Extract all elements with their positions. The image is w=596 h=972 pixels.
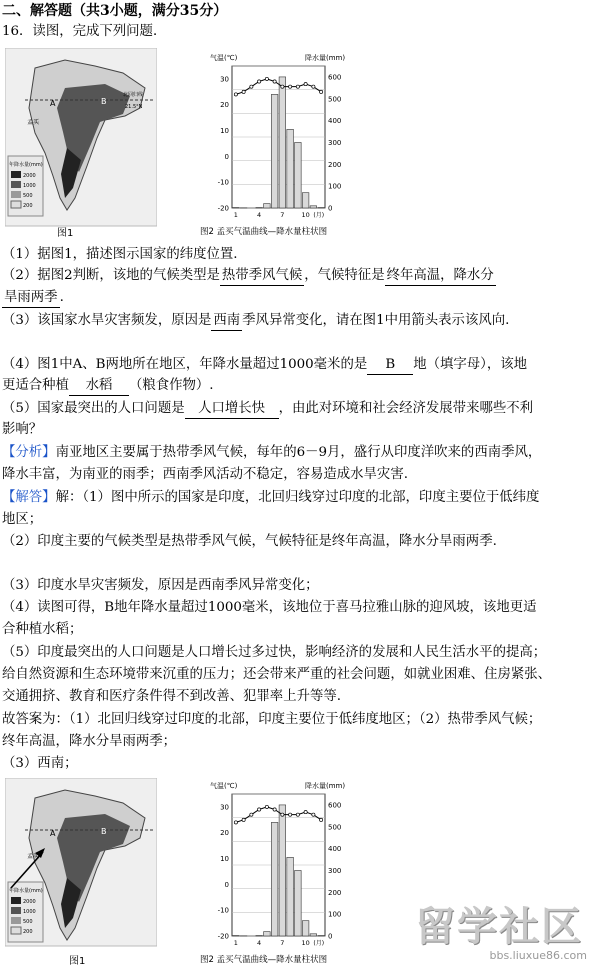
precip-bar	[264, 204, 271, 208]
left-tick-label: 20	[220, 101, 229, 110]
temperature-point	[242, 90, 245, 93]
right-tick-label: 300	[328, 866, 342, 875]
right-tick-label: 600	[328, 73, 342, 82]
temperature-point	[273, 808, 276, 811]
map-label-lat: 21.5°N	[125, 104, 143, 110]
precip-bar	[279, 77, 286, 208]
figure-2-chart-answer	[200, 776, 360, 968]
map-legend-item: 500	[23, 919, 33, 925]
precip-bar	[295, 870, 302, 936]
map-legend-item: 500	[23, 193, 33, 199]
map-label-a: A	[50, 829, 56, 838]
map-label-mumbai: 孟买	[27, 853, 40, 860]
answer-line5: （4）读图可得，B地年降水量超过1000毫米，该地位于喜马拉雅山脉的迎风坡，该地更适	[2, 600, 537, 615]
map-legend-item: 2000	[23, 899, 36, 905]
left-tick-label: 10	[220, 855, 229, 864]
right-tick-label: 300	[328, 138, 342, 147]
temperature-point	[281, 813, 284, 816]
answer-climate-feature: 终年高温，降水分	[385, 266, 496, 286]
answer-line12: （3）西南；	[2, 756, 78, 771]
question-1: （1）据图1，描述图示国家的纬度位置.	[2, 247, 238, 262]
left-axis-label: 气温(℃)	[210, 782, 238, 790]
temperature-point	[296, 85, 299, 88]
temperature-point	[304, 810, 307, 813]
answer-climate-type: 热带季风气候	[220, 266, 304, 286]
answer-letter: B	[367, 355, 413, 375]
answer-climate-feature-cont: 旱雨两季	[2, 288, 60, 308]
map-label-b: B	[101, 97, 107, 106]
x-tick-label: 10	[301, 939, 310, 947]
left-tick-label: -20	[217, 204, 229, 213]
answer-line9: 交通拥挤、教育和医疗条件得不到改善、犯罪率上升等等.	[2, 689, 342, 704]
section-title: 二、解答题（共3小题，满分35分）	[2, 3, 228, 19]
precip-bar	[287, 857, 294, 936]
right-axis-label: 降水量(mm)	[305, 54, 346, 62]
answer-crop: 水稻	[69, 376, 129, 396]
temperature-point	[265, 77, 268, 80]
left-tick-label: -20	[217, 932, 229, 941]
left-tick-label: 0	[224, 152, 229, 161]
map-legend-item: 1000	[23, 909, 36, 915]
right-tick-label: 0	[328, 932, 333, 941]
figure-1-caption: 图1	[69, 956, 86, 967]
temperature-point	[281, 85, 284, 88]
analysis-tag: 【分析】	[2, 445, 56, 460]
map-legend-item: 1000	[23, 183, 36, 189]
left-tick-label: 30	[220, 75, 229, 84]
x-tick-label: 7	[280, 939, 285, 947]
precip-bar	[302, 921, 309, 936]
temperature-point	[234, 93, 237, 96]
right-tick-label: 100	[328, 182, 342, 191]
right-tick-label: 400	[328, 845, 342, 854]
map-label-tropic: 北回归线	[123, 92, 144, 98]
temperature-point	[320, 818, 323, 821]
answer-line2: 地区；	[2, 512, 43, 527]
left-tick-label: 10	[220, 127, 229, 136]
analysis-line1: 【分析】南亚地区主要属于热带季风气候，每年的6－9月，盛行从印度洋吹来的西南季风，	[2, 445, 542, 460]
temperature-point	[312, 85, 315, 88]
map-label-a: A	[50, 99, 56, 108]
precip-bar	[295, 142, 302, 208]
x-unit-label: (月)	[313, 940, 325, 947]
precip-bar	[302, 193, 309, 208]
map-legend-title: 年降水量(mm)	[9, 888, 43, 894]
watermark-text: 留学社区	[415, 904, 583, 950]
figure-2-caption: 图2 孟买气温曲线—降水量柱状图	[200, 955, 328, 965]
left-axis-label: 气温(℃)	[210, 54, 238, 62]
left-tick-label: 30	[220, 803, 229, 812]
left-tick-label: -10	[217, 906, 229, 915]
right-tick-label: 200	[328, 160, 342, 169]
precip-bar	[271, 94, 278, 208]
answer-line3: （2）印度主要的气候类型是热带季风气候，气候特征是终年高温，降水分旱雨两季.	[2, 534, 497, 549]
figure-2-chart	[200, 48, 360, 238]
question-2-line1: （2）据图2判断，该地的气候类型是 热带季风气候 ，气候特征是 终年高温，降水分	[2, 266, 496, 286]
map-label-b: B	[101, 827, 107, 836]
question-5-line1: （5）国家最突出的人口问题是 人口增长快 ，由此对环境和社会经济发展带来哪些不利	[2, 399, 533, 419]
answer-monsoon: 西南	[211, 311, 242, 331]
figure-1-map	[5, 48, 157, 238]
left-tick-label: -10	[217, 178, 229, 187]
temperature-point	[258, 808, 261, 811]
map-legend-item: 2000	[23, 173, 36, 179]
precip-bar	[287, 129, 294, 208]
temperature-point	[250, 85, 253, 88]
question-4-line1: （4）图1中A、B两地所在地区，年降水量超过1000毫米的是 B 地（填字母），该地	[2, 355, 527, 375]
precip-bar	[264, 932, 271, 936]
temperature-point	[320, 90, 323, 93]
temperature-point	[273, 80, 276, 83]
answer-line7: （5）印度最突出的人口问题是人口增长过多过快，影响经济的发展和人民生活水平的提高；	[2, 645, 547, 660]
temperature-point	[289, 813, 292, 816]
answer-line10: 故答案为：（1）北回归线穿过印度的北部，印度主要位于低纬度地区；（2）热带季风气候；	[2, 712, 542, 727]
temperature-point	[296, 813, 299, 816]
answer-line4: （3）印度水旱灾害频发，原因是西南季风异常变化；	[2, 578, 319, 593]
watermark-url: bbs.liuxue86.com	[489, 949, 587, 962]
answer-line6: 合种植水稻；	[2, 622, 83, 637]
right-tick-label: 0	[328, 204, 333, 213]
map-label-mumbai: 孟买	[27, 119, 40, 126]
figure-2-caption: 图2 孟买气温曲线—降水量柱状图	[200, 227, 328, 237]
answer-line1: 【解答】解：（1）图中所示的国家是印度，北回归线穿过印度的北部，印度主要位于低纬度	[2, 490, 540, 505]
precip-bar	[271, 822, 278, 936]
map-legend-title: 年降水量(mm)	[9, 162, 43, 168]
analysis-line2: 降水丰富，为南亚的雨季；西南季风活动不稳定，容易造成水旱灾害.	[2, 467, 408, 482]
precip-bar	[279, 805, 286, 936]
right-tick-label: 500	[328, 823, 342, 832]
x-tick-label: 7	[280, 211, 285, 219]
figure-1-caption: 图1	[57, 228, 74, 238]
question-5-line2: 影响？	[2, 422, 43, 437]
question-3: （3）该国家水旱灾害频发，原因是 西南 季风异常变化，请在图1中用箭头表示该风向.	[2, 311, 509, 331]
question-4-line2: 更适合种植 水稻 （粮食作物）.	[2, 376, 214, 396]
left-tick-label: 0	[224, 880, 229, 889]
temperature-point	[289, 85, 292, 88]
right-tick-label: 600	[328, 801, 342, 810]
question-2-line2: 旱雨两季 .	[2, 288, 64, 308]
temperature-point	[242, 818, 245, 821]
right-tick-label: 100	[328, 910, 342, 919]
right-tick-label: 200	[328, 888, 342, 897]
answer-line11: 终年高温，降水分旱雨两季；	[2, 734, 177, 749]
x-tick-label: 10	[301, 211, 310, 219]
watermark	[415, 905, 593, 969]
temperature-point	[234, 821, 237, 824]
right-tick-label: 400	[328, 117, 342, 126]
x-unit-label: (月)	[313, 212, 325, 219]
answer-line8: 给自然资源和生态环境带来沉重的压力；还会带来严重的社会问题，如就业困难、住房紧张、	[2, 667, 552, 682]
map-legend-item: 200	[23, 929, 33, 935]
precip-bar	[310, 206, 317, 208]
temperature-point	[304, 82, 307, 85]
temperature-point	[265, 805, 268, 808]
x-tick-label: 4	[257, 939, 262, 947]
temperature-point	[250, 813, 253, 816]
precip-bar	[310, 934, 317, 936]
x-tick-label: 1	[233, 939, 238, 947]
answer-population: 人口增长快	[185, 399, 279, 419]
right-tick-label: 500	[328, 95, 342, 104]
x-tick-label: 1	[233, 211, 238, 219]
answer-tag: 【解答】	[2, 490, 56, 505]
temperature-point	[258, 80, 261, 83]
figure-1-map-answer	[5, 778, 157, 968]
temperature-point	[312, 813, 315, 816]
map-legend-item: 200	[23, 203, 33, 209]
x-tick-label: 4	[257, 211, 262, 219]
left-tick-label: 20	[220, 829, 229, 838]
question-16-intro: 16．读图，完成下列问题．	[2, 24, 167, 39]
right-axis-label: 降水量(mm)	[305, 782, 346, 790]
